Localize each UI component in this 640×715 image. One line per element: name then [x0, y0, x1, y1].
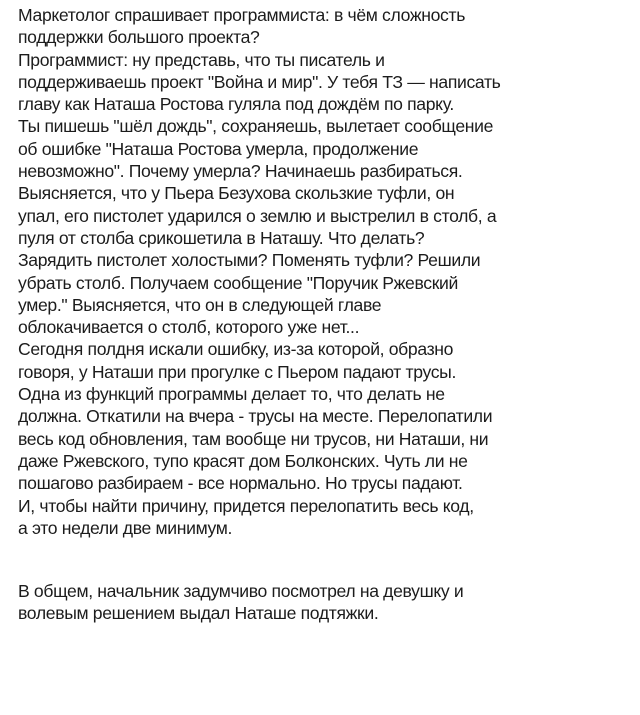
- text-line: главу как Наташа Ростова гуляла под дождём по парку.: [18, 94, 454, 115]
- text-line: пошагово разбираем - все нормально. Но трусы падают.: [18, 473, 463, 494]
- text-line: убрать столб. Получаем сообщение "Поручик Ржевский: [18, 272, 459, 293]
- text-line: Сегодня полдня искали ошибку, из-за которой, образно: [18, 339, 454, 360]
- text-line: упал, его пистолет ударился о землю и выстрелил в столб, а: [18, 205, 497, 226]
- text-line: пуля от столба срикошетила в Наташу. Что делать?: [18, 227, 425, 248]
- text-line: В общем, начальник задумчиво посмотрел на девушку и: [18, 581, 464, 602]
- text-line: поддерживаешь проект "Война и мир". У тебя ТЗ — написать: [18, 71, 501, 92]
- text-line: облокачивается о столб, которого уже нет...: [18, 317, 360, 338]
- text-line: невозможно". Почему умерла? Начинаешь разбираться.: [18, 161, 463, 182]
- text-line: Маркетолог спрашивает программиста: в чём сложность: [18, 5, 466, 25]
- text-line: весь код обновления, там вообще ни трусов, ни Наташи, ни: [18, 428, 489, 449]
- text-line: Ты пишешь "шёл дождь", сохраняешь, вылетает сообщение: [18, 116, 494, 137]
- text-line: Зарядить пистолет холостыми? Поменять туфли? Решили: [18, 250, 481, 271]
- text-line: поддержки большого проекта?: [18, 27, 260, 48]
- text-line: об ошибке "Наташа Ростова умерла, продолжение: [18, 138, 419, 159]
- post-text: [18, 4, 630, 625]
- text-line: а это недели две минимум.: [18, 517, 233, 538]
- text-line: Одна из функций программы делает то, что делать не: [18, 384, 445, 405]
- text-line: даже Ржевского, тупо красят дом Болконских. Чуть ли не: [18, 450, 468, 471]
- text-line: говоря, у Наташи при прогулке с Пьером падают трусы.: [18, 361, 457, 382]
- text-line: должна. Откатили на вчера - трусы на месте. Перелопатили: [18, 406, 493, 427]
- text-line: волевым решением выдал Наташе подтяжки.: [18, 603, 379, 624]
- paragraph-gap: [18, 539, 630, 580]
- text-line: умер." Выясняется, что он в следующей главе: [18, 294, 382, 315]
- text-line: Выясняется, что у Пьера Безухова скользкие туфли, он: [18, 183, 455, 204]
- text-line: И, чтобы найти причину, придется перелопатить весь код,: [18, 495, 474, 516]
- text-line: Программист: ну представь, что ты писатель и: [18, 49, 385, 70]
